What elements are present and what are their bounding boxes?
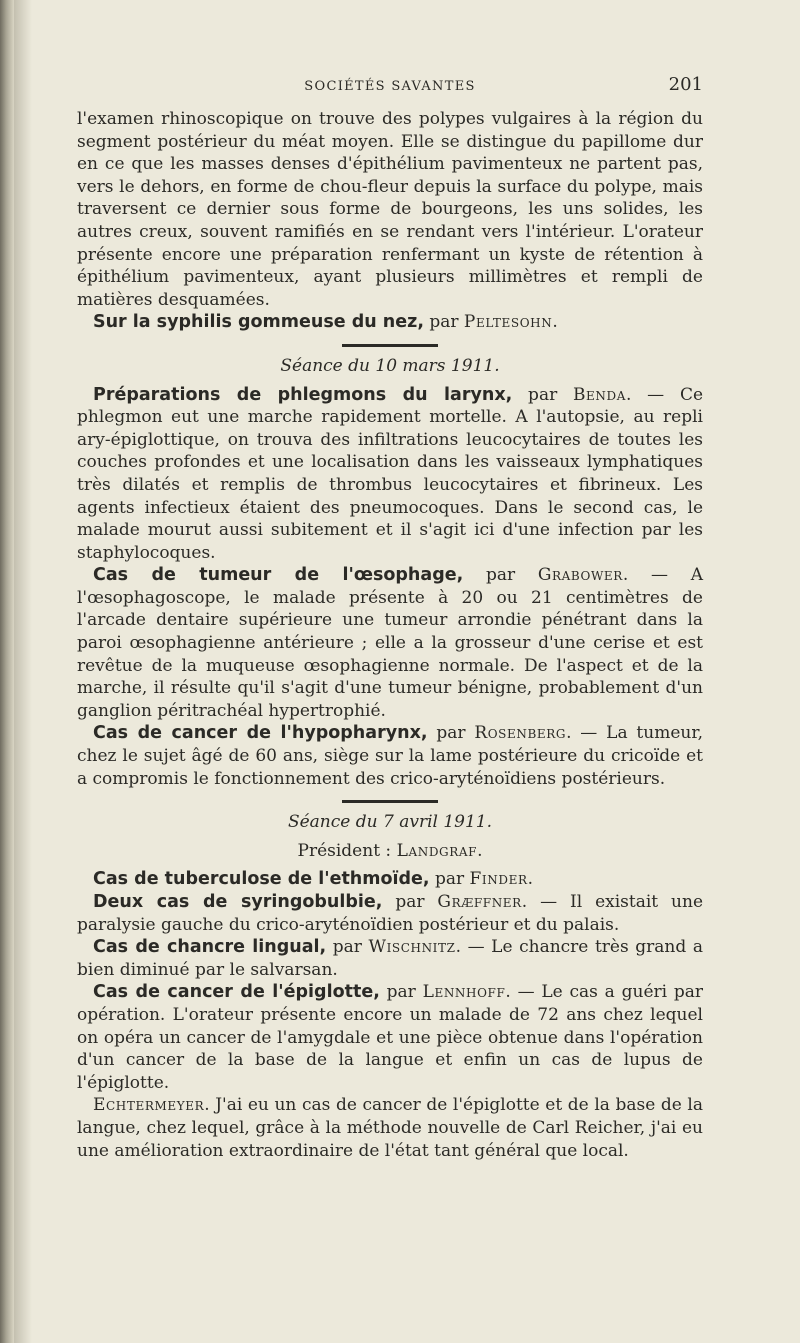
president-label: Président : [297, 840, 397, 861]
author-name: Græffner [437, 892, 522, 912]
author-name: Peltesohn [463, 312, 553, 333]
connector: par [423, 312, 464, 333]
paragraph-text: l'examen rhinoscopique on trouve des polypes vulgaires à la région du segment postérieur du méat moyen. Elle se distingue du papillome dur en ce que les masses denses d'épithélium pavimenteux ne partent pas, vers le dehors, en forme de chou-fleur depuis la surface du polype, mais traversent ce dernier sous forme de bourgeons, les uns solides, les autres creux, souvent ramifiés en se rendant vers l'intérieur. L'orateur présente encore une préparation renfermant un kyste de rétention à épithélium pavimenteux, ayant plusieurs millimètres et rempli de matières desquamées. [77, 109, 703, 310]
connector: par [382, 892, 438, 912]
paragraph-echtermeyer [77, 1094, 703, 1162]
paragraph-text: . — A l'œsophagoscope, le malade présente à 20 ou 21 centimètres de l'arcade dentaire supérieure une tumeur arrondie pénétrant dans la paroi œsophagienne antérieure ; elle a la grosseur d'une cerise et est revêtue de la muqueuse œsophagienne normale. De l'aspect et de la marche, il résulte qu'il s'agit d'une tumeur bénigne, probablement d'un ganglion péritrachéal hypertrophié. [77, 565, 703, 721]
paragraph-text: . — Le chancre très grand a bien diminué par le salvarsan. [77, 937, 703, 980]
president-post: . [477, 840, 483, 861]
author-name: Echtermeyer [93, 1095, 205, 1116]
connector: par [427, 723, 475, 744]
paragraph-text: . [527, 869, 533, 890]
paragraph-text: . J'ai eu un cas de cancer de l'épiglotte et de la base de la langue, chez lequel, grâce à la méthode nouvelle de Carl Reicher, j'ai eu une amélioration extraordinaire de l'état tant général que local. [77, 1095, 703, 1161]
paragraph-phlegmons [77, 384, 703, 565]
book-binding-edge [0, 0, 14, 1343]
running-title: SOCIÉTÉS SAVANTES [304, 79, 476, 94]
paragraph-chancre [77, 936, 703, 981]
session-title: Séance du 10 mars 1911. [280, 355, 500, 376]
section-heading: Sur la syphilis gommeuse du nez, [93, 312, 424, 333]
author-name: Benda [572, 384, 627, 405]
section-heading: Préparations de phlegmons du larynx, [93, 384, 513, 405]
section-heading: Cas de cancer de l'hypopharynx, [93, 723, 428, 744]
page-number: 201 [668, 74, 703, 95]
gutter-shadow [14, 0, 32, 1343]
section-divider [342, 344, 438, 347]
running-header [77, 72, 703, 108]
author-name: Rosenberg [474, 723, 567, 744]
connector: par [463, 565, 538, 586]
paragraph-text: . — La tumeur, chez le sujet âgé de 60 ans, siège sur la lame postérieure du cricoïde et a compromis le fonctionnement des crico-aryténoïdiens postérieurs. [77, 723, 703, 789]
author-name: Finder [469, 869, 528, 890]
paragraph-epiglotte [77, 981, 703, 1094]
paragraph-syphilis [77, 311, 703, 334]
connector: par [512, 384, 573, 405]
paragraph-syringobulbie [77, 891, 703, 936]
connector: par [379, 982, 423, 1003]
section-heading: Deux cas de syringobulbie, [93, 892, 383, 912]
paragraph-text: . [552, 312, 558, 333]
paragraph-text: . — Ce phlegmon eut une marche rapidement mortelle. A l'autopsie, au repli ary-épiglottique, on trouva des infiltrations leucocytaires de toutes les couches profondes et une localisation dans les vaisseaux lymphatiques très dilatés et remplis de thrombus leucocytaires et fibrineux. Les agents infectieux étaient des pneumocoques. Dans le second cas, le malade mourut aussi subitement et il s'agit ici d'une infection par les staphylocoques. [77, 384, 704, 563]
connector: par [429, 869, 470, 890]
paragraph-text: . — Le cas a guéri par opération. L'orateur présente encore un malade de 72 ans chez lequel on opéra un cancer de l'amygdale et une pièce obtenue dans l'opération d'un cancer de la base de la langue et enfin un cas de lupus de l'épiglotte. [77, 982, 704, 1093]
section-divider [342, 800, 438, 803]
section-heading: Cas de tuberculose de l'ethmoïde, [93, 869, 430, 890]
section-heading: Cas de cancer de l'épiglotte, [93, 982, 380, 1003]
page-body [77, 72, 703, 1162]
president-line [77, 840, 703, 863]
paragraph-hypopharynx [77, 722, 703, 790]
paragraph-ethmoide [77, 868, 703, 891]
author-name: Lennhoff [422, 982, 506, 1003]
section-heading: Cas de tumeur de l'œsophage, [93, 565, 464, 586]
president-name: Landgraf [396, 840, 478, 861]
paragraph-text: . — Il existait une paralysie gauche du crico-aryténoïdien postérieur et du palais. [77, 892, 704, 935]
author-name: Grabower [537, 565, 623, 586]
paragraph-oesophage [77, 564, 703, 722]
author-name: Wischnitz [368, 937, 456, 958]
paragraph-continued [77, 108, 703, 311]
session-title: Séance du 7 avril 1911. [287, 812, 493, 833]
section-heading: Cas de chancre lingual, [93, 937, 327, 958]
connector: par [326, 937, 369, 958]
